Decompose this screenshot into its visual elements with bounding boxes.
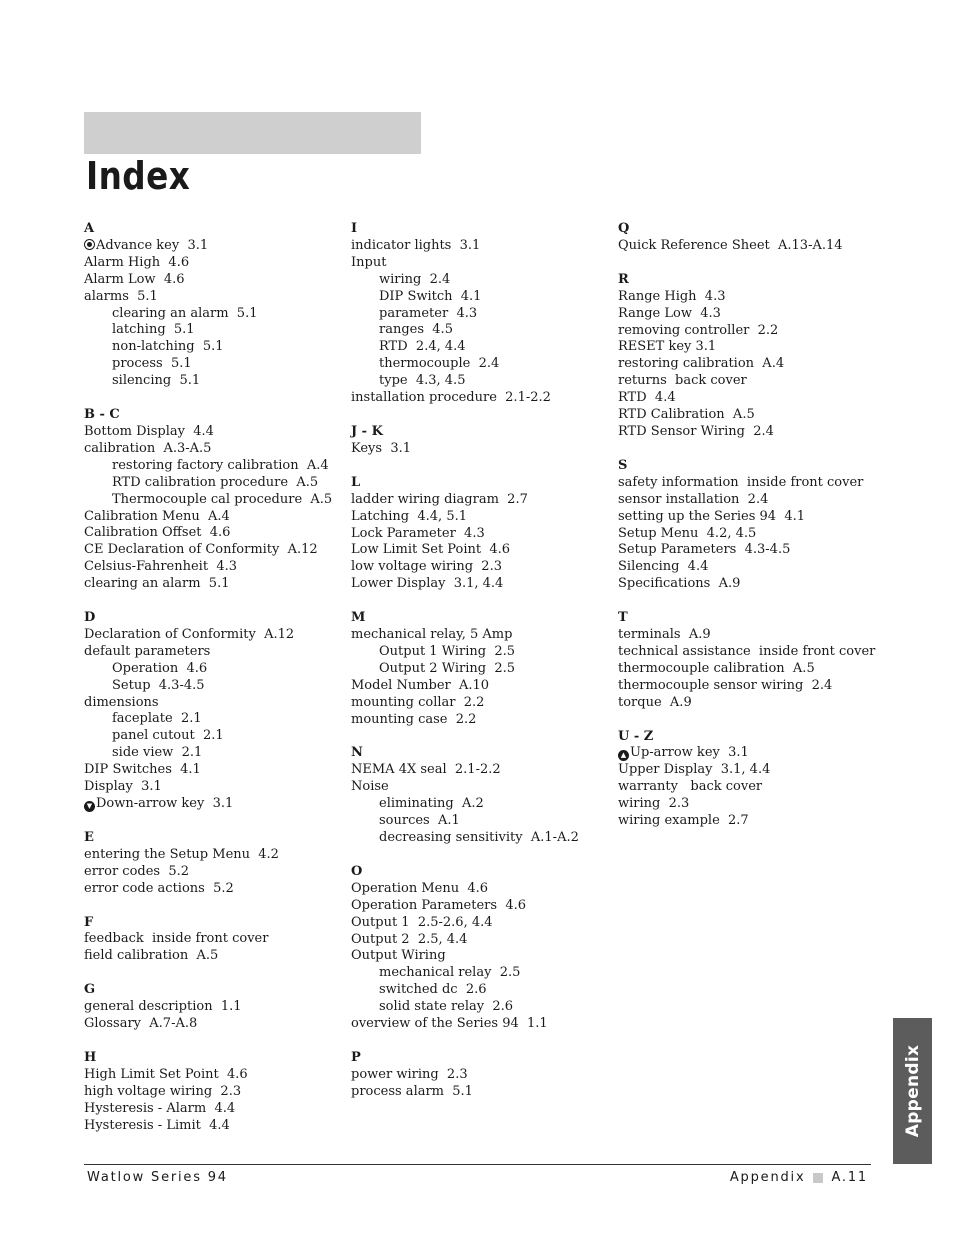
index-section: [84, 915, 344, 966]
entry-text: dimensions: [84, 694, 159, 710]
entry-text: Glossary A.7-A.8: [84, 1016, 198, 1032]
index-entry: [84, 1118, 344, 1135]
entry-text: silencing 5.1: [112, 373, 201, 389]
index-entry: [84, 1084, 344, 1101]
section-letter: U - Z: [618, 728, 654, 744]
header-bar: [84, 112, 421, 154]
index-subentry: [351, 289, 613, 306]
index-subentry: [351, 322, 613, 339]
index-entry: [84, 525, 344, 542]
entry-text: mounting case 2.2: [351, 711, 477, 727]
index-subentry: [84, 661, 344, 678]
entry-text: sensor installation 2.4: [618, 491, 769, 507]
entry-text: thermocouple calibration A.5: [618, 660, 815, 676]
index-entry: [618, 373, 918, 390]
entry-text: Range Low 4.3: [618, 305, 721, 321]
index-entry: [618, 407, 918, 424]
index-entry: [351, 779, 613, 796]
index-entry: [351, 762, 613, 779]
index-entry: [618, 509, 918, 526]
index-section: [351, 221, 613, 407]
index-entry: [84, 948, 344, 965]
entry-text: technical assistance inside front cover: [618, 643, 876, 659]
entry-text: Latching 4.4, 5.1: [351, 508, 467, 524]
index-column-1: [84, 221, 344, 1152]
index-entry: [618, 475, 918, 492]
index-entry: [618, 813, 918, 830]
index-entry: [351, 712, 613, 729]
section-letter: I: [351, 221, 358, 236]
index-entry: [351, 1084, 613, 1101]
index-section: [618, 610, 918, 711]
down-arrow-key-icon: ▼: [84, 801, 95, 812]
entry-text: DIP Switch 4.1: [379, 288, 482, 304]
entry-text: non-latching 5.1: [112, 339, 224, 355]
section-letter: L: [351, 474, 361, 490]
entry-text: process 5.1: [112, 356, 192, 372]
entry-text: faceplate 2.1: [112, 711, 202, 727]
entry-text: Model Number A.10: [351, 677, 490, 693]
entry-text: mounting collar 2.2: [351, 694, 485, 710]
section-letter: T: [618, 610, 628, 626]
entry-text: Noise: [351, 779, 389, 795]
index-section: [84, 830, 344, 898]
side-tab-label: Appendix: [902, 1044, 923, 1138]
page-title: Index: [86, 154, 191, 198]
entry-text: wiring 2.3: [618, 796, 690, 812]
entry-text: eliminating A.2: [379, 796, 484, 812]
entry-text: setting up the Series 94 4.1: [618, 508, 805, 524]
entry-text: alarms 5.1: [84, 288, 158, 304]
entry-text: Specifications A.9: [618, 576, 741, 592]
index-subentry: [351, 644, 613, 661]
section-letter: D: [84, 610, 96, 626]
section-letter: O: [351, 863, 363, 879]
entry-text: removing controller 2.2: [618, 322, 779, 338]
entry-text: Lock Parameter 4.3: [351, 525, 485, 541]
index-section: [618, 272, 918, 441]
index-entry: [618, 542, 918, 559]
section-letter: Q: [618, 221, 630, 236]
section-letter: P: [351, 1049, 361, 1065]
section-letter: H: [84, 1049, 97, 1065]
advance-key-icon: [84, 239, 95, 250]
index-entry: [351, 695, 613, 712]
index-subentry: [84, 678, 344, 695]
index-column-2: [351, 221, 613, 1118]
index-subentry: [84, 745, 344, 762]
index-entry: [618, 356, 918, 373]
index-entry: [618, 323, 918, 340]
entry-text: Output Wiring: [351, 948, 446, 964]
index-entry: [618, 424, 918, 441]
entry-text: mechanical relay, 5 Amp: [351, 627, 513, 643]
index-section: [618, 729, 918, 830]
index-section: [84, 610, 344, 813]
index-section: [84, 1050, 344, 1135]
entry-text: RTD Calibration A.5: [618, 407, 755, 423]
entry-text: switched dc 2.6: [379, 982, 487, 998]
index-entry: [351, 390, 613, 407]
index-entry: [618, 745, 918, 762]
index-entry: [84, 576, 344, 593]
entry-text: Advance key 3.1: [96, 237, 209, 253]
entry-text: entering the Setup Menu 4.2: [84, 846, 279, 862]
entry-text: sources A.1: [379, 813, 460, 829]
index-entry: [84, 1067, 344, 1084]
entry-text: Down-arrow key 3.1: [96, 796, 234, 811]
entry-text: process alarm 5.1: [351, 1083, 473, 1099]
entry-text: Operation Parameters 4.6: [351, 897, 526, 913]
index-entry: [84, 509, 344, 526]
index-section: [618, 458, 918, 593]
index-entry: [84, 441, 344, 458]
index-subentry: [351, 999, 613, 1016]
entry-text: feedback inside front cover: [84, 931, 269, 947]
footer-section: Appendix: [729, 1170, 806, 1185]
section-letter: G: [84, 982, 96, 998]
entry-text: Output 2 2.5, 4.4: [351, 931, 468, 947]
index-entry: [84, 255, 344, 272]
index-subentry: [351, 306, 613, 323]
index-entry: [351, 898, 613, 915]
index-subentry: [84, 339, 344, 356]
entry-text: restoring calibration A.4: [618, 356, 785, 372]
entry-text: ladder wiring diagram 2.7: [351, 491, 528, 507]
index-subentry: [351, 339, 613, 356]
entry-text: Upper Display 3.1, 4.4: [618, 762, 771, 778]
index-subentry: [351, 356, 613, 373]
side-tab: [893, 1018, 932, 1164]
entry-text: decreasing sensitivity A.1-A.2: [379, 830, 579, 845]
index-entry: [84, 542, 344, 559]
index-entry: [84, 796, 344, 813]
entry-text: calibration A.3-A.5: [84, 440, 212, 456]
entry-text: Input: [351, 254, 387, 270]
section-letter: J - K: [351, 423, 383, 439]
index-entry: [618, 339, 918, 356]
index-entry: [618, 492, 918, 509]
entry-text: Quick Reference Sheet A.13-A.14: [618, 237, 843, 253]
index-entry: [351, 1016, 613, 1033]
index-entry: [618, 390, 918, 407]
index-entry: [84, 881, 344, 898]
index-entry: [84, 559, 344, 576]
entry-text: power wiring 2.3: [351, 1066, 468, 1082]
entry-text: Lower Display 3.1, 4.4: [351, 576, 504, 592]
entry-text: Output 1 2.5-2.6, 4.4: [351, 914, 493, 930]
index-entry: [351, 627, 613, 644]
entry-text: Alarm Low 4.6: [84, 271, 185, 287]
entry-text: warranty back cover: [618, 779, 763, 795]
index-subentry: [351, 272, 613, 289]
entry-text: indicator lights 3.1: [351, 237, 481, 253]
entry-text: Output 1 Wiring 2.5: [379, 643, 516, 659]
entry-text: latching 5.1: [112, 322, 195, 338]
entry-text: error code actions 5.2: [84, 880, 234, 896]
index-entry: [351, 1067, 613, 1084]
index-entry: [84, 847, 344, 864]
index-entry: [618, 627, 918, 644]
index-subentry: [351, 373, 613, 390]
index-subentry: [84, 458, 344, 475]
index-entry: [618, 779, 918, 796]
index-entry: [84, 644, 344, 661]
section-letter: F: [84, 914, 94, 930]
entry-text: Thermocouple cal procedure A.5: [112, 491, 333, 507]
footer-doc-title: Watlow Series 94: [87, 1170, 228, 1185]
entry-text: RTD 4.4: [618, 390, 676, 406]
entry-text: Operation 4.6: [112, 660, 208, 676]
entry-text: terminals A.9: [618, 627, 711, 643]
index-section: [84, 982, 344, 1033]
up-arrow-key-icon: ▲: [618, 750, 629, 761]
entry-text: Calibration Offset 4.6: [84, 525, 231, 541]
section-letter: A: [84, 221, 95, 236]
section-letter: S: [618, 457, 628, 473]
index-entry: [351, 576, 613, 593]
index-entry: [84, 627, 344, 644]
entry-text: Keys 3.1: [351, 440, 412, 456]
index-entry: [618, 576, 918, 593]
section-letter: R: [618, 271, 629, 287]
entry-text: high voltage wiring 2.3: [84, 1083, 242, 1099]
entry-text: Hysteresis - Alarm 4.4: [84, 1100, 236, 1116]
index-entry: [618, 559, 918, 576]
entry-text: wiring 2.4: [379, 271, 451, 287]
index-subentry: [351, 813, 613, 830]
index-entry: [351, 441, 613, 458]
index-entry: [351, 678, 613, 695]
index-entry: [351, 542, 613, 559]
entry-text: general description 1.1: [84, 999, 242, 1015]
index-subentry: [351, 796, 613, 813]
index-entry: [84, 931, 344, 948]
entry-text: Operation Menu 4.6: [351, 880, 489, 896]
entry-text: installation procedure 2.1-2.2: [351, 390, 551, 406]
index-entry: [618, 661, 918, 678]
index-section: [84, 221, 344, 390]
entry-text: type 4.3, 4.5: [379, 373, 466, 389]
entry-text: DIP Switches 4.1: [84, 762, 201, 778]
entry-text: clearing an alarm 5.1: [112, 305, 258, 321]
footer-square-icon: [813, 1173, 823, 1183]
entry-text: returns back cover: [618, 373, 747, 389]
index-subentry: [84, 306, 344, 323]
index-entry: [351, 915, 613, 932]
index-entry: [351, 255, 613, 272]
index-entry: [351, 932, 613, 949]
entry-text: Setup Parameters 4.3-4.5: [618, 542, 791, 558]
entry-text: NEMA 4X seal 2.1-2.2: [351, 762, 501, 778]
index-entry: [84, 272, 344, 289]
entry-text: panel cutout 2.1: [112, 728, 224, 744]
entry-text: Setup 4.3-4.5: [112, 677, 205, 693]
entry-text: Setup Menu 4.2, 4.5: [618, 525, 757, 541]
index-entry: [618, 762, 918, 779]
entry-text: mechanical relay 2.5: [379, 965, 521, 981]
index-subentry: [84, 475, 344, 492]
index-subentry: [84, 728, 344, 745]
index-entry: [618, 306, 918, 323]
index-entry: [351, 238, 613, 255]
index-subentry: [84, 373, 344, 390]
footer-page-ref: [730, 1170, 868, 1185]
entry-text: Hysteresis - Limit 4.4: [84, 1117, 230, 1133]
index-entry: [84, 762, 344, 779]
entry-text: Display 3.1: [84, 779, 162, 795]
index-entry: [618, 289, 918, 306]
section-letter: M: [351, 610, 366, 626]
index-section: [618, 221, 918, 255]
footer-page-number: A.11: [831, 1170, 868, 1185]
entry-text: restoring factory calibration A.4: [112, 457, 329, 473]
entry-text: clearing an alarm 5.1: [84, 576, 230, 592]
entry-text: Calibration Menu A.4: [84, 508, 230, 524]
index-section: [351, 864, 613, 1033]
index-entry: [618, 796, 918, 813]
entry-text: Silencing 4.4: [618, 559, 709, 575]
entry-text: Range High 4.3: [618, 288, 726, 304]
index-entry: [618, 695, 918, 712]
index-column-3: [618, 221, 918, 847]
entry-text: low voltage wiring 2.3: [351, 559, 502, 575]
index-entry: [84, 424, 344, 441]
index-section: [351, 424, 613, 458]
entry-text: RTD 2.4, 4.4: [379, 339, 466, 355]
entry-text: overview of the Series 94 1.1: [351, 1016, 548, 1032]
index-section: [351, 745, 613, 846]
index-entry: [351, 948, 613, 965]
entry-text: RTD calibration procedure A.5: [112, 474, 319, 490]
index-entry: [351, 492, 613, 509]
index-entry: [84, 999, 344, 1016]
entry-text: wiring example 2.7: [618, 813, 749, 829]
entry-text: parameter 4.3: [379, 305, 478, 321]
footer-rule: [84, 1164, 871, 1165]
index-entry: [84, 1016, 344, 1033]
index-entry: [84, 695, 344, 712]
index-entry: [351, 881, 613, 898]
entry-text: RTD Sensor Wiring 2.4: [618, 423, 774, 439]
index-section: [351, 610, 613, 728]
index-entry: [618, 644, 918, 661]
entry-text: thermocouple sensor wiring 2.4: [618, 677, 833, 693]
index-subentry: [84, 322, 344, 339]
index-subentry: [84, 356, 344, 373]
entry-text: error codes 5.2: [84, 863, 190, 879]
entry-text: thermocouple 2.4: [379, 356, 500, 372]
section-letter: N: [351, 745, 363, 761]
entry-text: ranges 4.5: [379, 322, 453, 338]
index-section: [351, 1050, 613, 1101]
entry-text: Celsius-Fahrenheit 4.3: [84, 559, 237, 575]
entry-text: Output 2 Wiring 2.5: [379, 660, 516, 676]
entry-text: solid state relay 2.6: [379, 999, 514, 1015]
index-entry: [84, 779, 344, 796]
index-subentry: [351, 965, 613, 982]
entry-text: Alarm High 4.6: [84, 254, 190, 270]
index-entry: [618, 526, 918, 543]
entry-text: safety information inside front cover: [618, 474, 864, 490]
index-entry: [84, 238, 344, 255]
index-entry: [351, 559, 613, 576]
index-section: [84, 407, 344, 593]
entry-text: High Limit Set Point 4.6: [84, 1066, 248, 1082]
entry-text: side view 2.1: [112, 745, 203, 761]
index-subentry: [84, 711, 344, 728]
entry-text: Up-arrow key 3.1: [630, 745, 749, 761]
entry-text: torque A.9: [618, 694, 692, 710]
index-subentry: [84, 492, 344, 509]
entry-text: default parameters: [84, 643, 211, 659]
index-subentry: [351, 661, 613, 678]
index-entry: [84, 1101, 344, 1118]
entry-text: Low Limit Set Point 4.6: [351, 542, 511, 558]
entry-text: Declaration of Conformity A.12: [84, 626, 295, 642]
entry-text: Bottom Display 4.4: [84, 423, 214, 439]
index-entry: [618, 238, 918, 255]
index-subentry: [351, 982, 613, 999]
entry-text: CE Declaration of Conformity A.12: [84, 542, 318, 558]
index-entry: [618, 678, 918, 695]
section-letter: E: [84, 829, 94, 845]
index-entry: [84, 289, 344, 306]
index-entry: [351, 509, 613, 526]
section-letter: B - C: [84, 407, 120, 423]
index-entry: [351, 526, 613, 543]
entry-text: field calibration A.5: [84, 948, 219, 964]
index-section: [351, 475, 613, 593]
entry-text: RESET key 3.1: [618, 339, 717, 355]
index-entry: [84, 864, 344, 881]
index-subentry: [351, 830, 613, 847]
